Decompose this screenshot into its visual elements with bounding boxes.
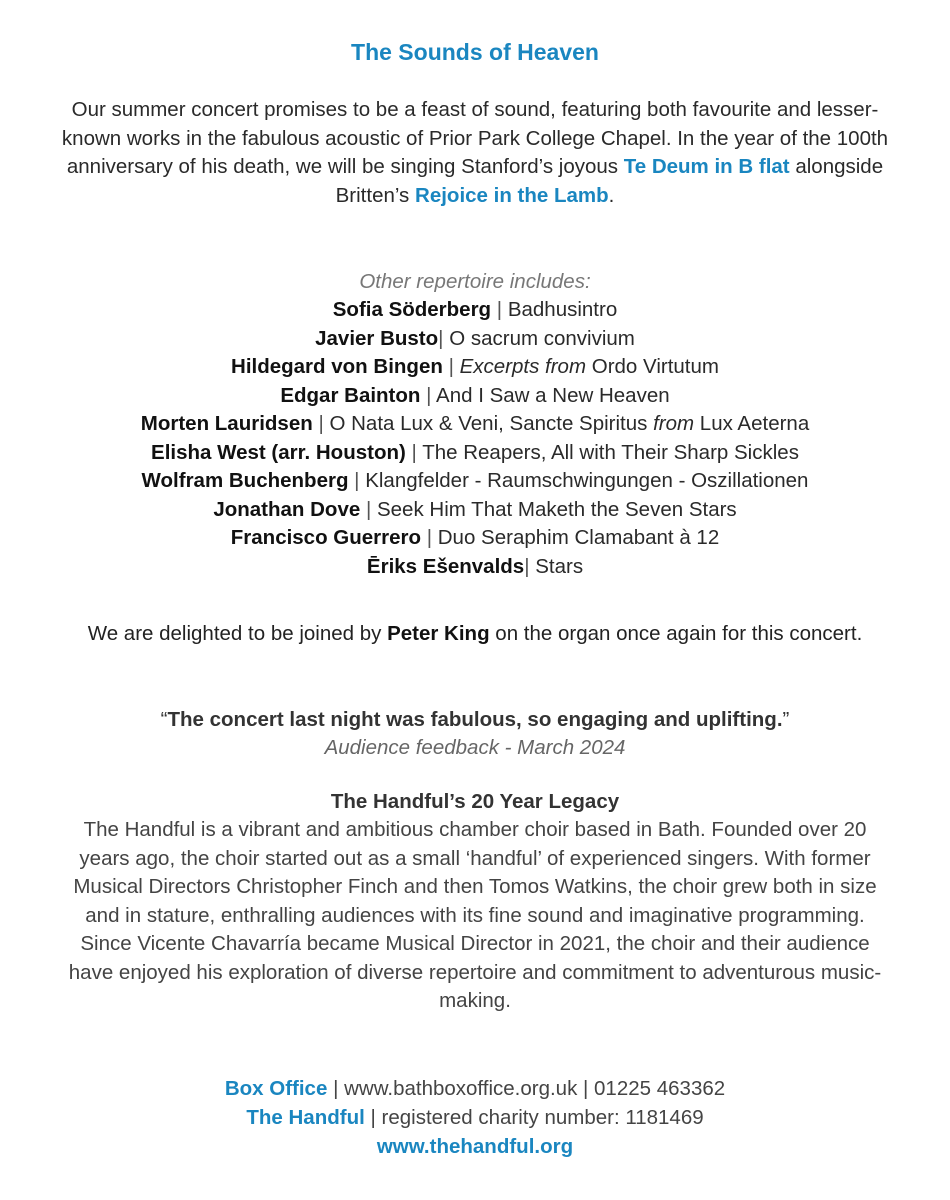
legacy-heading: The Handful’s 20 Year Legacy [330,790,620,813]
separator: | [420,383,437,407]
list-item [60,467,890,496]
composer-name: Hildegard von Bingen [231,355,443,378]
composer-name: Edgar Bainton [280,383,421,407]
charity-info: | registered charity number: 1181469 [364,1106,704,1129]
audience-quote [60,706,890,762]
list-item [60,410,890,439]
list-item [60,524,890,553]
contact-footer [60,1074,890,1161]
quote-text: The concert last night was fabulous, so engaging and uplifting. [167,708,783,731]
separator: | [360,497,377,521]
work-title: Seek Him That Maketh the Seven Stars [376,497,737,521]
quote-mark: “ [160,708,168,731]
box-office-label: Box Office [224,1077,328,1100]
separator: | [312,412,330,435]
repertoire-heading: Other repertoire includes: [359,270,591,293]
separator: | [524,554,536,578]
organist-text: on the organ once again for this concert. [489,622,863,645]
list-item [60,296,890,325]
work-title: Duo Seraphim Clamabant à 12 [437,526,720,549]
organist-name: Peter King [387,622,490,645]
list-item [60,382,890,411]
website-link[interactable]: www.thehandful.org [376,1135,574,1158]
composer-name: Morten Lauridsen [140,412,313,435]
organist-text: We are delighted to be joined by [87,622,388,645]
separator: | [421,526,438,549]
work-title: And I Saw a New Heaven [436,383,670,407]
work-title: Klangfelder - Raumschwingungen - Oszillationen [365,469,809,492]
quote-line [60,706,890,734]
separator: | [438,326,450,350]
composer-name: Ēriks Ešenvalds [366,554,525,578]
intro-text: . [608,183,615,207]
separator: | [405,440,423,464]
work-note: from [653,412,695,435]
work-title: Lux Aeterna [694,412,810,435]
composer-name: Sofia Söderberg [332,298,492,321]
intro-text: Our summer concert promises to be a feast of sound, featuring both favourite and lesser-known works in the fabulous acoustic of Prior Park College Chapel. In the year of the 100th anniversary of his death, we will be singing Stanford’s joyous [61,98,889,178]
composer-name: Javier Busto [315,326,439,350]
organist-note [60,620,890,649]
list-item [60,553,890,582]
separator: | [348,469,366,492]
work-title: Stars [535,554,584,578]
list-item [60,353,890,382]
work-title: O sacrum convivium [449,326,635,350]
box-office-info: | www.bathboxoffice.org.uk | 01225 463362 [327,1077,726,1100]
composer-name: Jonathan Dove [213,497,361,521]
list-item [60,496,890,525]
work-title: Ordo Virtutum [586,355,719,378]
box-office-line [60,1074,890,1103]
composer-name: Wolfram Buchenberg [141,469,349,492]
intro-text: alongside Britten’s [335,155,884,207]
separator: | [442,355,460,378]
list-item [60,439,890,468]
choir-label: The Handful [246,1106,365,1129]
work-highlight: Te Deum in B flat [623,155,790,178]
separator: | [491,298,508,321]
quote-source: Audience feedback - March 2024 [324,736,626,759]
work-title: The Reapers, All with Their Sharp Sickles [422,440,799,464]
page-title: The Sounds of Heaven [351,39,599,65]
repertoire-list [60,296,890,581]
work-highlight: Rejoice in the Lamb [415,183,609,207]
list-item [60,325,890,354]
composer-name: Elisha West (arr. Houston) [151,440,406,464]
quote-mark: ” [782,708,790,731]
charity-line [60,1103,890,1132]
legacy-paragraph: The Handful is a vibrant and ambitious chamber choir based in Bath. Founded over 20 years ago, the choir started out as a small ‘handful’ of experienced singers. With former Musical Directors Christopher Finch and then Tomos Watkins, the choir grew both in size and in stature, enthralling audiences with its fine sound and imaginative programming. Since Vicente Chavarría became Musical Director in 2021, the choir and their audience have enjoyed his exploration of diverse repertoire and commitment to adventurous music-making. [68,818,882,1012]
work-note: Excerpts from [459,355,587,378]
composer-name: Francisco Guerrero [230,526,422,549]
intro-paragraph [60,96,890,210]
work-title: O Nata Lux & Veni, Sancte Spiritus [329,412,654,435]
work-title: Badhusintro [507,298,618,321]
